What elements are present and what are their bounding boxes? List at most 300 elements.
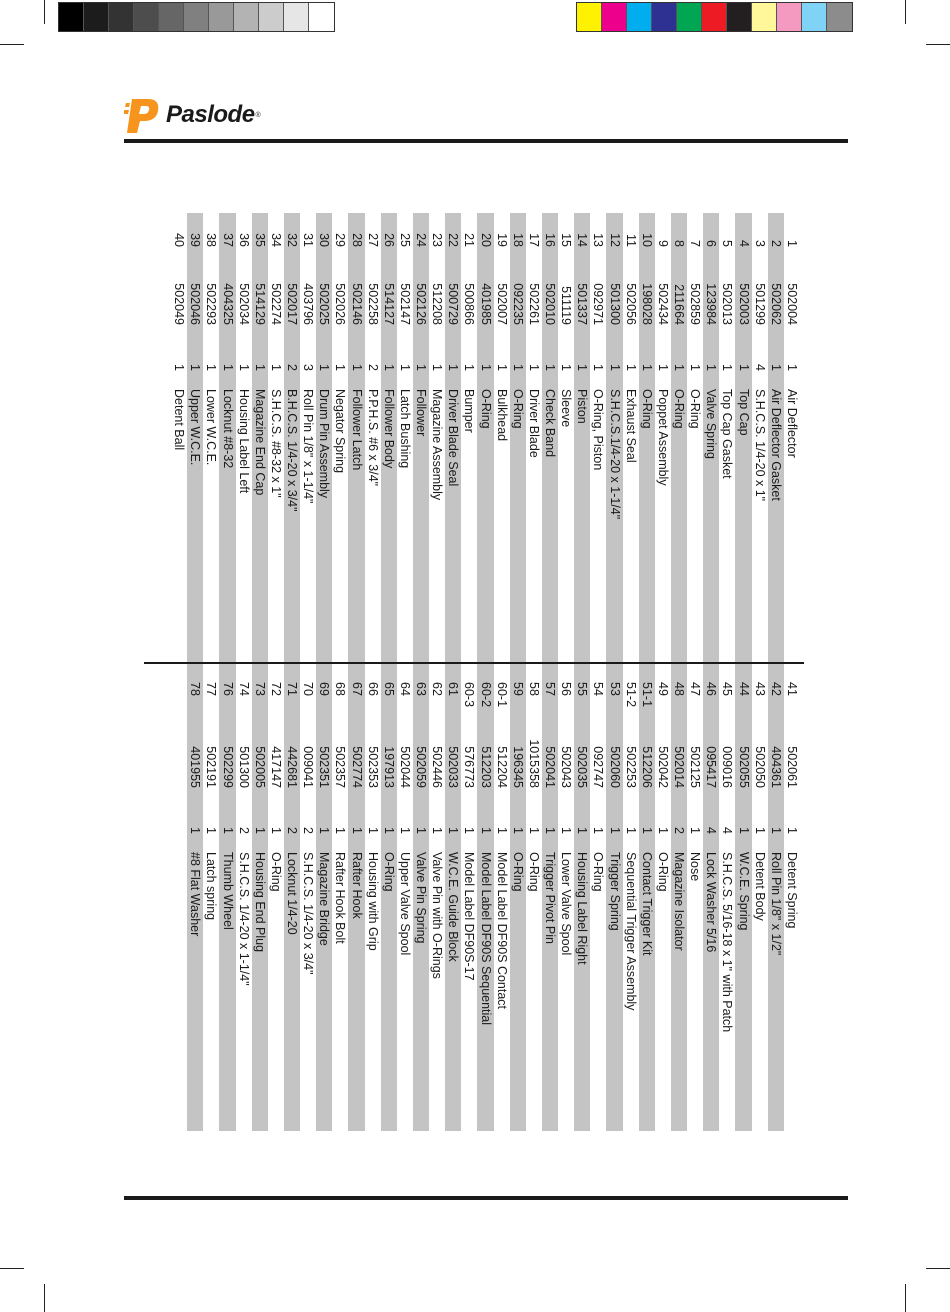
quantity: 1	[317, 364, 332, 371]
part-number: 501300	[607, 283, 622, 325]
part-number: 502034	[236, 283, 251, 325]
quantity: 2	[236, 827, 251, 834]
parts-row	[429, 672, 445, 1131]
ref-number: 67	[349, 682, 364, 696]
ref-number: 72	[269, 682, 283, 696]
crop-mark	[926, 1268, 950, 1269]
description: Trigger Pivot Pin	[543, 852, 558, 944]
ref-number: 74	[236, 682, 251, 696]
description: Air Deflector	[785, 389, 799, 458]
quantity: 1	[446, 827, 461, 834]
ref-number: 78	[188, 682, 203, 696]
part-number: 502191	[204, 746, 219, 788]
quantity: 1	[252, 827, 267, 834]
quantity: 4	[704, 827, 719, 834]
part-number: 502060	[607, 746, 622, 788]
ref-number: 5	[720, 240, 735, 247]
crop-mark	[44, 0, 45, 24]
description: Detent Body	[752, 852, 767, 921]
color-swatch	[777, 3, 802, 31]
brand-logo	[124, 94, 261, 136]
trademark-symbol: ®	[255, 111, 261, 119]
parts-row	[768, 213, 784, 672]
part-number: 095417	[704, 746, 719, 788]
color-swatch	[284, 3, 309, 31]
description: O-Ring	[527, 852, 541, 892]
parts-row	[349, 213, 365, 672]
color-swatch	[209, 3, 234, 31]
parts-row	[203, 213, 219, 672]
ref-number: 62	[430, 682, 445, 696]
parts-row	[574, 213, 590, 672]
ref-number: 18	[510, 233, 525, 247]
paslode-p-logo-icon	[124, 95, 164, 135]
part-number: 500866	[462, 283, 477, 325]
ref-number: 4	[736, 240, 751, 247]
part-number: 500729	[446, 283, 461, 325]
quantity: 1	[656, 364, 670, 371]
description: Follower	[414, 389, 429, 437]
quantity: 1	[510, 364, 525, 371]
ref-number: 32	[285, 233, 300, 247]
description: O-Ring	[269, 852, 283, 892]
part-number: 502004	[785, 283, 799, 325]
crop-mark	[926, 44, 950, 45]
ref-number: 8	[672, 240, 687, 247]
part-number: 511119	[559, 286, 574, 325]
description: Magazine Assembly	[430, 389, 445, 501]
part-number: 502026	[333, 283, 348, 325]
quantity: 1	[188, 827, 203, 834]
quantity: 4	[720, 827, 735, 834]
quantity: 1	[704, 364, 719, 371]
parts-row	[526, 672, 542, 1131]
ref-number: 77	[204, 682, 219, 696]
color-swatch	[309, 3, 334, 31]
description: Bumper	[462, 389, 477, 433]
parts-row	[461, 213, 477, 672]
ref-number: 2	[768, 240, 783, 247]
parts-row	[381, 672, 397, 1131]
description: Locknut #8-32	[220, 389, 235, 469]
quantity: 1	[269, 364, 283, 371]
ref-number: 60-3	[462, 682, 477, 708]
ref-number: 34	[269, 233, 283, 247]
ref-number: 54	[591, 682, 606, 696]
quantity: 1	[559, 827, 574, 834]
description: Drum Pin Assembly	[317, 389, 332, 499]
parts-row	[703, 213, 719, 672]
ref-number: 23	[430, 233, 445, 247]
part-number: 009016	[720, 746, 735, 788]
color-swatch	[652, 3, 677, 31]
description: Upper Valve Spool	[398, 852, 412, 956]
description: Lower Valve Spool	[559, 852, 574, 956]
ref-number: 57	[543, 682, 558, 696]
parts-row	[365, 213, 381, 672]
color-swatch	[677, 3, 702, 31]
quantity: 1	[252, 364, 267, 371]
parts-row	[526, 213, 542, 672]
part-number: 211664	[672, 284, 687, 325]
color-swatch	[577, 3, 602, 31]
crop-mark	[905, 1284, 906, 1312]
parts-row	[413, 213, 429, 672]
description: O-Ring	[510, 852, 525, 892]
description: Trigger Spring	[607, 852, 622, 931]
description: Driver Blade Seal	[446, 389, 461, 487]
part-number: 502258	[365, 283, 380, 325]
parts-row	[300, 213, 316, 672]
quantity: 1	[736, 827, 751, 834]
ref-number: 37	[220, 233, 235, 247]
parts-row	[607, 213, 623, 672]
description: Model Label DF90S-17	[462, 852, 477, 981]
ref-number: 24	[414, 233, 429, 247]
ref-number: 61	[446, 682, 461, 696]
part-number: 092971	[591, 283, 606, 325]
color-swatch	[159, 3, 184, 31]
ref-number: 71	[285, 682, 300, 696]
ref-number: 60-2	[478, 682, 493, 708]
quantity: 1	[510, 827, 525, 834]
part-number: 501337	[575, 283, 590, 325]
description: Locknut 1/4-20	[285, 852, 300, 935]
quantity: 1	[349, 364, 364, 371]
ref-number: 28	[349, 233, 364, 247]
color-swatch	[727, 3, 752, 31]
parts-row	[590, 672, 606, 1131]
parts-row	[478, 213, 494, 672]
parts-row	[268, 672, 284, 1131]
part-number: 502353	[365, 746, 380, 788]
part-number: 502061	[785, 746, 799, 788]
quantity: 1	[414, 827, 429, 834]
part-number: 502062	[768, 283, 783, 325]
quantity: 1	[623, 827, 638, 834]
parts-row	[752, 213, 768, 672]
ref-number: 13	[591, 233, 606, 247]
description: B.H.C.S. 1/4-20 x 3/4"	[285, 389, 300, 512]
parts-row	[478, 672, 494, 1131]
part-number: 512206	[639, 746, 654, 788]
ref-number: 59	[510, 682, 525, 696]
ref-number: 64	[398, 682, 412, 696]
part-number: 502293	[204, 283, 219, 325]
parts-row	[590, 213, 606, 672]
quantity: 1	[688, 364, 703, 371]
parts-row	[284, 672, 300, 1131]
quantity: 1	[478, 827, 493, 834]
quantity: 1	[607, 364, 622, 371]
part-number: 401955	[188, 746, 203, 788]
ref-number: 51-1	[639, 682, 654, 708]
quantity: 1	[236, 364, 251, 371]
parts-row	[671, 213, 687, 672]
description: Lower W.C.E.	[204, 389, 219, 466]
parts-row	[381, 213, 397, 672]
description: W.C.E. Spring	[736, 852, 751, 931]
parts-row	[349, 672, 365, 1131]
description: Rafter Hook Bolt	[333, 852, 348, 944]
quantity: 1	[527, 364, 541, 371]
color-swatch	[234, 3, 259, 31]
part-number: 502041	[543, 746, 558, 788]
ref-number: 14	[575, 233, 590, 247]
ref-number: 66	[365, 682, 380, 696]
description: O-Ring	[591, 852, 606, 892]
ref-number: 58	[527, 682, 541, 696]
ref-number: 15	[559, 233, 574, 247]
part-number: 502013	[720, 283, 735, 325]
description: S.H.C.S. 1/4-20 x 3/4"	[301, 852, 316, 975]
ref-number: 9	[656, 240, 670, 247]
quantity: 4	[752, 364, 767, 371]
color-swatch	[802, 3, 827, 31]
crop-mark	[0, 44, 24, 45]
ref-number: 65	[381, 682, 396, 696]
description: Model Label DF90S Contact	[494, 852, 509, 1010]
ref-number: 44	[736, 682, 751, 696]
part-number: 502357	[333, 746, 348, 788]
part-number: 501299	[752, 283, 767, 325]
ref-number: 55	[575, 682, 590, 696]
ref-number: 68	[333, 682, 348, 696]
parts-row	[494, 672, 510, 1131]
parts-row	[542, 672, 558, 1131]
part-number: 502446	[430, 746, 445, 788]
parts-row	[284, 213, 300, 672]
parts-row	[187, 213, 203, 672]
description: Air Deflector Gasket	[768, 389, 783, 501]
ref-number: 46	[704, 682, 719, 696]
ref-number: 51-2	[623, 682, 638, 708]
part-number: 514129	[252, 283, 267, 325]
part-number: 576773	[462, 746, 477, 788]
parts-row	[784, 213, 800, 672]
description: Valve Pin with O-Rings	[430, 852, 445, 979]
quantity: 1	[317, 827, 332, 834]
parts-list-right-column	[155, 672, 800, 1131]
parts-row	[220, 672, 236, 1131]
ref-number: 3	[752, 240, 767, 247]
ref-number: 16	[543, 233, 558, 247]
part-number: 502035	[575, 746, 590, 788]
parts-row	[558, 213, 574, 672]
ref-number: 11	[623, 234, 638, 247]
description: O-Ring, Piston	[591, 389, 606, 471]
ref-number: 12	[607, 233, 622, 247]
ref-number: 29	[333, 233, 348, 247]
description: O-Ring	[478, 389, 493, 429]
part-number: 197913	[381, 746, 396, 788]
parts-row	[220, 213, 236, 672]
quantity: 1	[333, 827, 348, 834]
color-swatch	[702, 3, 727, 31]
quantity: 1	[752, 827, 767, 834]
description: #8 Flat Washer	[188, 852, 203, 937]
parts-row	[719, 672, 735, 1131]
description: Sequential Trigger Assembly	[623, 852, 638, 1011]
ref-number: 35	[252, 233, 267, 247]
ref-number: 17	[527, 233, 541, 247]
ref-number: 21	[462, 233, 477, 247]
parts-row	[623, 672, 639, 1131]
part-number: 502261	[527, 283, 541, 325]
quantity: 1	[559, 364, 574, 371]
parts-row	[639, 213, 655, 672]
quantity: 3	[301, 364, 316, 371]
quantity: 1	[398, 827, 412, 834]
part-number: 512208	[430, 283, 445, 325]
parts-row	[252, 672, 268, 1131]
description: Magazine Isolator	[672, 852, 687, 951]
quantity: 1	[720, 364, 735, 371]
ref-number: 42	[768, 682, 783, 696]
description: Negator Spring	[333, 389, 348, 474]
quantity: 1	[494, 827, 509, 834]
color-swatch	[627, 3, 652, 31]
part-number: 092235	[510, 283, 525, 325]
quantity: 1	[398, 364, 412, 371]
quantity: 1	[381, 827, 396, 834]
description: Contact Trigger Kit	[639, 852, 654, 956]
parts-row	[607, 672, 623, 1131]
parts-row	[397, 672, 413, 1131]
ref-number: 40	[172, 233, 187, 247]
part-number: 404361	[768, 746, 783, 788]
parts-row	[574, 672, 590, 1131]
quantity: 1	[736, 364, 751, 371]
description: Detent Spring	[785, 852, 799, 929]
part-number: 502033	[446, 746, 461, 788]
description: Driver Blade	[527, 389, 541, 458]
parts-row	[413, 672, 429, 1131]
part-number: 502017	[285, 283, 300, 325]
part-number: 198028	[639, 283, 654, 325]
description: S.H.C.S. 1/4-20 x 1-1/4"	[236, 852, 251, 986]
quantity: 1	[527, 827, 541, 834]
parts-list-left-column	[155, 213, 800, 672]
parts-row	[719, 213, 735, 672]
quantity: 1	[768, 827, 783, 834]
parts-list	[155, 213, 800, 1131]
part-number: 502299	[220, 746, 235, 788]
description: Housing End Plug	[252, 852, 267, 953]
quantity: 1	[494, 364, 509, 371]
color-swatch	[602, 3, 627, 31]
color-swatch	[109, 3, 134, 31]
column-divider	[144, 662, 804, 664]
description: Roll Pin 1/8" x 1-1/4"	[301, 389, 316, 504]
crop-mark	[44, 1284, 45, 1312]
description: Top Cap	[736, 389, 751, 436]
parts-row	[494, 213, 510, 672]
part-number: 502044	[398, 746, 412, 788]
parts-row	[655, 672, 671, 1131]
quantity: 2	[301, 827, 316, 834]
quantity: 1	[575, 827, 590, 834]
parts-row	[365, 672, 381, 1131]
ref-number: 10	[639, 233, 654, 247]
quantity: 2	[285, 364, 300, 371]
description: Model Label DF90S Sequential	[478, 852, 493, 1026]
description: S.H.C.S.1/4-20 x 1-1/4"	[607, 389, 622, 520]
description: Rafter Hook	[349, 852, 364, 919]
part-number: 502055	[736, 746, 751, 788]
description: Latch Bushing	[398, 389, 412, 469]
header-rule	[124, 139, 848, 143]
parts-row	[445, 213, 461, 672]
parts-row	[397, 213, 413, 672]
parts-row	[300, 672, 316, 1131]
description: Check Band	[543, 389, 558, 458]
part-number: 502859	[688, 283, 703, 325]
quantity: 1	[430, 827, 445, 834]
parts-row	[268, 213, 284, 672]
part-number: 501300	[236, 746, 251, 788]
description: Detent Ball	[172, 389, 187, 451]
description: Valve Spring	[704, 389, 719, 459]
ref-number: 38	[204, 233, 219, 247]
parts-row	[252, 213, 268, 672]
color-swatch	[184, 3, 209, 31]
color-swatch	[134, 3, 159, 31]
description: O-Ring	[672, 389, 687, 429]
ref-number: 47	[688, 682, 703, 696]
quantity: 1	[414, 364, 429, 371]
parts-row	[784, 672, 800, 1131]
quantity: 1	[623, 364, 638, 371]
part-number: 1015358	[527, 739, 541, 788]
description: O-Ring	[688, 389, 703, 429]
parts-row	[736, 213, 752, 672]
parts-row	[703, 672, 719, 1131]
quantity: 1	[188, 364, 203, 371]
quantity: 2	[672, 827, 687, 834]
part-number: 512204	[494, 746, 509, 788]
description: O-Ring	[639, 389, 654, 429]
description: Latch spring	[204, 852, 219, 921]
description: O-Ring	[510, 389, 525, 429]
parts-row	[445, 672, 461, 1131]
ref-number: 31	[301, 233, 316, 247]
description: P.P.H.S. #6 x 3/4"	[365, 389, 380, 487]
quantity: 1	[446, 364, 461, 371]
description: Housing Label Right	[575, 852, 590, 965]
part-number: 502059	[414, 746, 429, 788]
description: O-Ring	[656, 852, 670, 892]
quantity: 1	[639, 364, 654, 371]
ref-number: 26	[381, 233, 396, 247]
parts-row	[429, 213, 445, 672]
ref-number: 48	[672, 682, 687, 696]
part-number: 123984	[704, 283, 719, 325]
description: Magazine End Cap	[252, 389, 267, 496]
description: Bulkhead	[494, 389, 509, 442]
crop-mark	[0, 1268, 24, 1269]
description: S.H.C.S. 1/4-20 x 1"	[752, 389, 767, 502]
ref-number: 22	[446, 233, 461, 247]
part-number: 502125	[688, 746, 703, 788]
quantity: 1	[204, 364, 219, 371]
description: Poppet Assembly	[656, 389, 670, 486]
ref-number: 69	[317, 682, 332, 696]
process-color-bar	[576, 2, 853, 32]
part-number: 512203	[478, 746, 493, 788]
quantity: 1	[672, 364, 687, 371]
description: Follower Body	[381, 389, 396, 469]
